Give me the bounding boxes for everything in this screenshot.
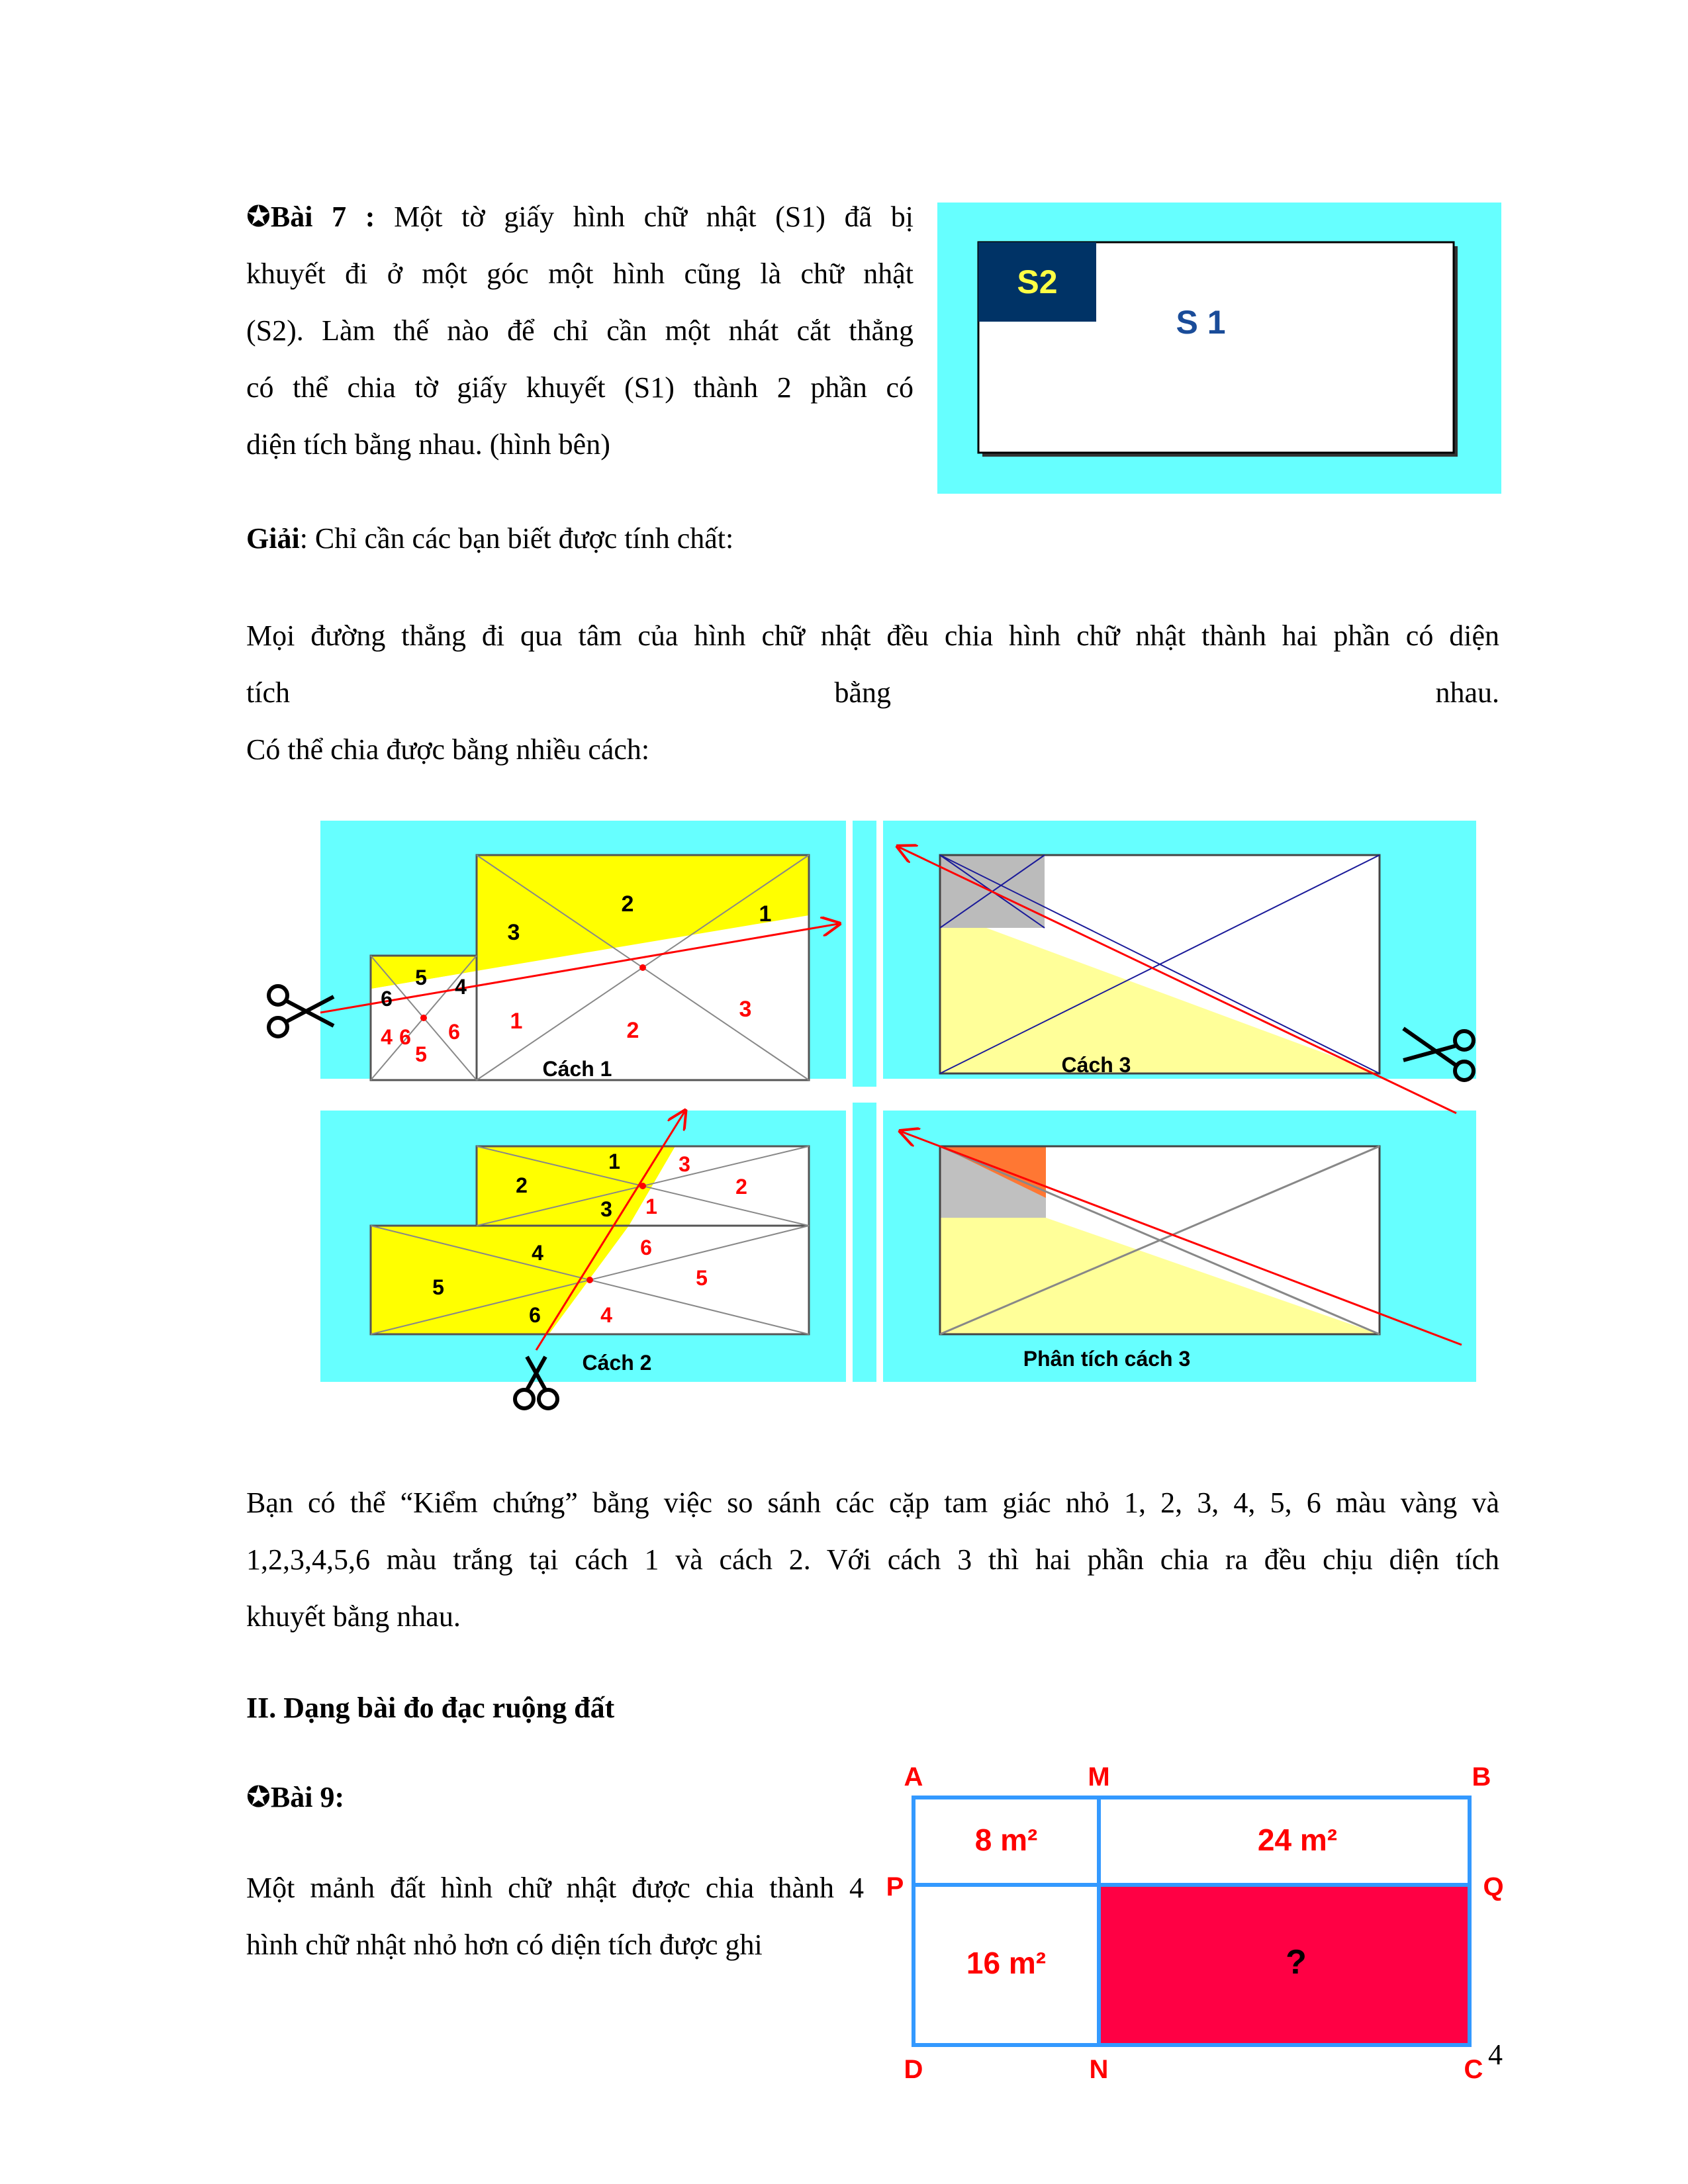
problem9-figure — [886, 1754, 1582, 2085]
verification-line-2: 1,2,3,4,5,6 màu trắng tại cách 1 và cách 2. Với cách 3 thì hai phần chia ra đều chịu diện tích — [246, 1543, 1499, 1576]
star-icon: ✪ — [246, 1781, 271, 1813]
section-2-heading: II. Dạng bài đo đạc ruộng đất — [246, 1692, 615, 1724]
word-nhau: nhau. — [1435, 676, 1499, 709]
solution-line — [246, 510, 733, 567]
num: 5 — [415, 966, 427, 989]
num: 6 — [640, 1236, 652, 1259]
problem7-line-5: diện tích bằng nhau. (hình bên) — [246, 428, 610, 461]
label-b: B — [1472, 1762, 1491, 1792]
num: 1 — [608, 1150, 620, 1173]
num: 4 — [532, 1241, 543, 1265]
label-p: P — [886, 1872, 904, 1901]
center-square-inner — [853, 1087, 876, 1103]
label-d: D — [904, 2055, 923, 2084]
num: 5 — [432, 1275, 444, 1299]
methods-line: Có thể chia được bằng nhiều cách: — [246, 733, 650, 766]
num: 3 — [600, 1197, 612, 1221]
star-icon: ✪ — [246, 201, 271, 233]
num: 2 — [735, 1175, 747, 1199]
problem9-label: Bài 9: — [270, 1781, 345, 1813]
num: 3 — [507, 920, 520, 945]
area-bottom-left: 16 m² — [966, 1946, 1047, 1980]
methods-figure — [265, 821, 1476, 1403]
label-c: C — [1464, 2055, 1483, 2084]
property-line-2 — [246, 664, 1499, 721]
center-dot-bottom — [586, 1277, 593, 1283]
problem7-line-1 — [246, 189, 914, 246]
num: 2 — [626, 1018, 639, 1043]
num: 6 — [529, 1303, 541, 1327]
area-top-left: 8 m² — [974, 1823, 1038, 1857]
problem7-figure — [937, 203, 1501, 494]
problem7-text-1: Một tờ giấy hình chữ nhật (S1) đã bị — [394, 201, 914, 233]
caption-phan-tich: Phân tích cách 3 — [1023, 1347, 1191, 1371]
panel-phan-tich-cach-3 — [902, 1132, 1462, 1371]
problem7-label: Bài 7 : — [270, 201, 375, 233]
center-dot-big — [639, 964, 646, 971]
problem7-line-4: có thể chia tờ giấy khuyết (S1) thành 2 phần có — [246, 371, 914, 404]
num: 3 — [739, 997, 752, 1022]
num: 4 — [455, 975, 467, 999]
label-q: Q — [1483, 1872, 1504, 1901]
solution-label: Giải — [246, 522, 300, 555]
area-top-right: 24 m² — [1257, 1823, 1338, 1857]
word-tich: tích — [246, 676, 290, 709]
property-line-1: Mọi đường thẳng đi qua tâm của hình chữ nhật đều chia hình chữ nhật thành hai phần có diện — [246, 619, 1499, 652]
num: 4 — [600, 1303, 612, 1327]
num: 3 — [679, 1152, 690, 1176]
problem9-line-1: Một mảnh đất hình chữ nhật được chia thành 4 — [246, 1872, 864, 1904]
page-number: 4 — [1488, 2038, 1503, 2071]
problem7-line-3: (S2). Làm thế nào để chỉ cần một nhát cắt thẳng — [246, 314, 914, 347]
unknown-area-fill — [1099, 1885, 1470, 2045]
num: 6 — [399, 1025, 411, 1049]
solution-intro: : Chỉ cần các bạn biết được tính chất: — [299, 522, 734, 555]
center-dot-top — [639, 1183, 646, 1189]
caption-cach-2: Cách 2 — [582, 1351, 652, 1375]
label-n: N — [1089, 2055, 1109, 2084]
label-a: A — [904, 1762, 923, 1792]
problem9-line-2: hình chữ nhật nhỏ hơn có diện tích được ghi — [246, 1929, 763, 1961]
num: 1 — [510, 1009, 523, 1034]
area-bottom-right: ? — [1286, 1943, 1307, 1981]
num: 2 — [516, 1173, 528, 1197]
num: 1 — [759, 901, 772, 927]
num: 6 — [381, 987, 393, 1011]
center-dot-small — [420, 1015, 427, 1021]
label-m: M — [1088, 1762, 1110, 1792]
caption-cach-1: Cách 1 — [542, 1057, 612, 1081]
horizontal-strip — [320, 1084, 1476, 1105]
verification-line-3: khuyết bằng nhau. — [246, 1600, 461, 1633]
word-bang: bằng — [834, 676, 891, 709]
caption-cach-3: Cách 3 — [1061, 1053, 1131, 1077]
num: 1 — [645, 1195, 657, 1218]
num: 6 — [448, 1020, 460, 1044]
num: 4 — [381, 1025, 393, 1049]
num: 5 — [415, 1042, 427, 1066]
problem9-title — [246, 1769, 344, 1826]
verification-line-1: Bạn có thể “Kiểm chứng” bằng việc so sánh các cặp tam giác nhỏ 1, 2, 3, 4, 5, 6 màu vàng và — [246, 1486, 1499, 1519]
num: 2 — [621, 891, 634, 917]
problem7-line-2: khuyết đi ở một góc một hình cũng là chữ nhật — [246, 257, 914, 290]
s2-label: S2 — [1017, 263, 1058, 300]
s1-label: S 1 — [1176, 304, 1226, 341]
num: 5 — [696, 1266, 708, 1290]
